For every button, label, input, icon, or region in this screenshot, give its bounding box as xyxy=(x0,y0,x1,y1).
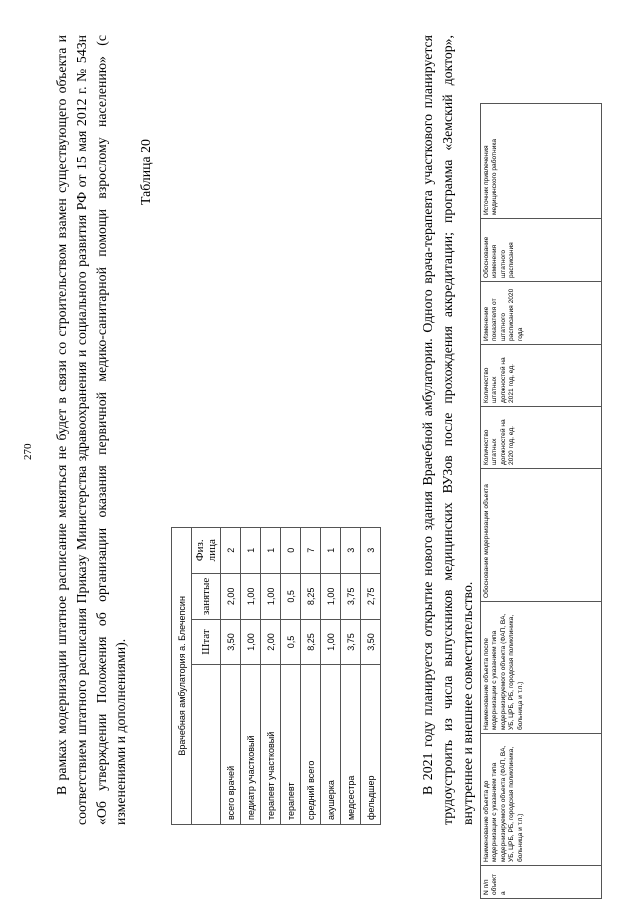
staff-table-header-staff: Штат xyxy=(192,620,221,665)
justification-header-source: Источник привлечения медицинского работника xyxy=(481,104,602,219)
row-staff: 0,5 xyxy=(281,620,301,665)
staff-table-title: Врачебная амбулатория а. Блечепсин xyxy=(172,527,192,824)
justification-header-staff-2021: Количество штатных должностей на 2021 год, ед. xyxy=(481,345,602,407)
staff-table-header-name xyxy=(192,665,221,825)
justification-header-staff-2020: Количество штатных должностей на 2020 год, ед. xyxy=(481,407,602,469)
justification-header-change: Изменение показателя от штатного расписания 2020 года xyxy=(481,282,602,345)
table-row xyxy=(321,527,341,824)
staff-table-header-row xyxy=(192,527,221,824)
justification-header-change-reason: Обоснование изменения штатного расписания xyxy=(481,219,602,282)
row-name: всего врачей xyxy=(221,665,241,825)
row-staff: 1,00 xyxy=(241,620,261,665)
table-row xyxy=(301,527,321,824)
row-persons: 0 xyxy=(281,527,301,573)
table-row xyxy=(341,527,361,824)
row-persons: 1 xyxy=(261,527,281,573)
row-staff: 1,00 xyxy=(321,620,341,665)
row-persons: 1 xyxy=(321,527,341,573)
row-occupied: 0,5 xyxy=(281,573,301,619)
paragraph-staffing: В рамках модернизации штатное расписание меняться не будет в связи со строительством взамен существующего объекта и соответствием штатного расписания Приказу Министерства здравоохранения и социального развития РФ от 15 мая 2012 г. № 543н «Об утверждении Положения об организации оказания первичной медико-санитарной помощи взрослому населению» (с изменениями и дополнениями). xyxy=(54,35,129,825)
row-staff: 2,00 xyxy=(261,620,281,665)
table-row xyxy=(281,527,301,824)
row-name: медсестра xyxy=(341,665,361,825)
page-number: 270 xyxy=(22,443,34,460)
justification-header-before: Наименование объекта до модернизации с указанием типа модернизируемого объекта (ФАП, ВА, УБ, ЦРБ, РБ, городская поликлиника, больница и т.п.) xyxy=(481,734,602,866)
row-name: средний всего xyxy=(301,665,321,825)
row-staff: 8,25 xyxy=(301,620,321,665)
row-persons: 1 xyxy=(241,527,261,573)
justification-header-number: N п/п объект а xyxy=(481,866,602,899)
row-occupied: 2,00 xyxy=(221,573,241,619)
table-caption: Таблица 20 xyxy=(138,139,153,205)
row-name: акушерка xyxy=(321,665,341,825)
row-name: фельдшер xyxy=(361,665,381,825)
row-occupied: 8,25 xyxy=(301,573,321,619)
staff-table xyxy=(171,527,381,825)
justification-header-row xyxy=(481,104,602,899)
row-staff: 3,75 xyxy=(341,620,361,665)
row-name: терапевт участковый xyxy=(261,665,281,825)
row-persons: 2 xyxy=(221,527,241,573)
paragraph-plans-2021: В 2021 году планируется открытие нового здания Врачебной амбулатории. Одного врача-терапевта участкового планируется трудоустроить из числа выпускников медицинских ВУЗов после прохождения аккредитации; программа «Земский доктор», внутреннее и внешнее совместительство. xyxy=(420,35,475,825)
table-row xyxy=(221,527,241,824)
row-persons: 3 xyxy=(341,527,361,573)
table-row xyxy=(241,527,261,824)
row-name: педиатр участковый xyxy=(241,665,261,825)
justification-header-reason: Обоснование модернизации объекта xyxy=(481,469,602,602)
table-row xyxy=(261,527,281,824)
staff-table-title-row xyxy=(172,527,192,824)
table-row xyxy=(361,527,381,824)
row-staff: 3,50 xyxy=(361,620,381,665)
row-persons: 7 xyxy=(301,527,321,573)
row-occupied: 1,00 xyxy=(261,573,281,619)
justification-header-after: Наименование объекта после модернизации с указанием типа модернизируемого объекта (ФАП, ВА, УБ, ЦРБ, РБ, городская поликлиника, больница и т.п.) xyxy=(481,602,602,734)
staff-table-header-persons: Физ. лица xyxy=(192,527,221,573)
row-occupied: 1,00 xyxy=(321,573,341,619)
row-persons: 3 xyxy=(361,527,381,573)
row-occupied: 3,75 xyxy=(341,573,361,619)
staff-table-header-occupied: занятые xyxy=(192,573,221,619)
row-name: терапевт xyxy=(281,665,301,825)
row-staff: 3,50 xyxy=(221,620,241,665)
justification-table xyxy=(480,103,602,899)
row-occupied: 1,00 xyxy=(241,573,261,619)
row-occupied: 2,75 xyxy=(361,573,381,619)
